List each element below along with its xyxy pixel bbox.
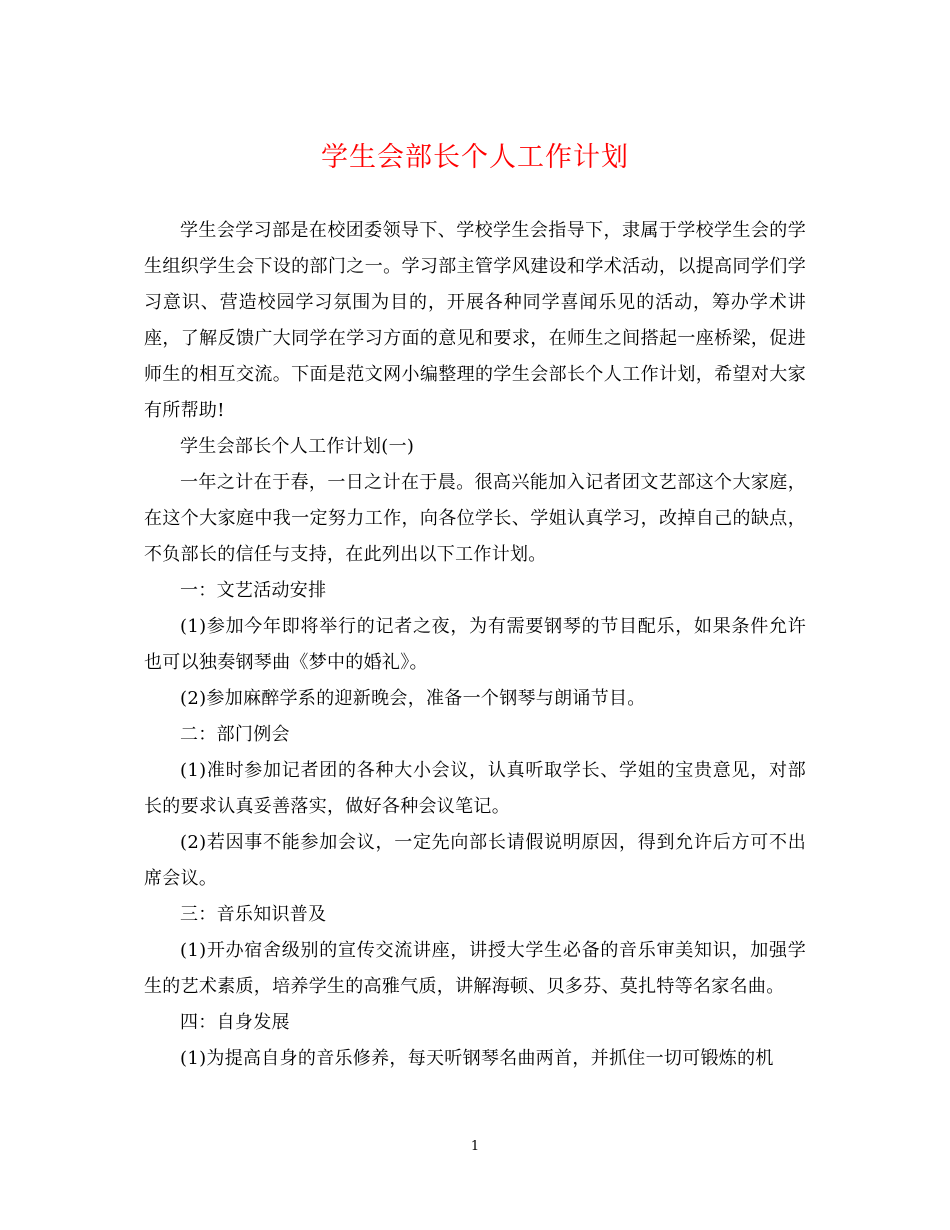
paragraph-intro: 学生会学习部是在校团委领导下、学校学生会指导下，隶属于学校学生会的学生组织学生会下设的部门之一。学习部主管学风建设和学术活动，以提高同学们学习意识、营造校园学习氛围为目的，开展各种同学喜闻乐见的活动，筹办学术讲座，了解反馈广大同学在学习方面的意见和要求，在师生之间搭起一座桥梁，促进师生的相互交流。下面是范文网小编整理的学生会部长个人工作计划，希望对大家有所帮助! [144,220,806,421]
paragraph-item: (1)为提高自身的音乐修养，每天听钢琴名曲两首，并抓住一切可锻炼的机 [180,1048,774,1069]
section-heading-meetings: 二：部门例会 [180,724,290,745]
paragraph-item: (1)准时参加记者团的各种大小会议，认真听取学长、学姐的宝贵意见，对部长的要求认真妥善落实，做好各种会议笔记。 [144,760,806,817]
paragraph-item: (2)若因事不能参加会议，一定先向部长请假说明原因，得到允许后方可不出席会议。 [144,832,806,889]
section-heading-music: 三：音乐知识普及 [180,904,327,925]
section-heading-development: 四：自身发展 [180,1012,290,1033]
document-body [144,213,806,1077]
document-title: 学生会部长个人工作计划 [321,142,629,173]
section-heading-arts: 一：文艺活动安排 [180,580,327,601]
paragraph-item: (1)参加今年即将举行的记者之夜，为有需要钢琴的节目配乐，如果条件允许也可以独奏钢琴曲《梦中的婚礼》。 [144,616,806,673]
paragraph-item: (2)参加麻醉学系的迎新晚会，准备一个钢琴与朗诵节目。 [180,688,646,709]
paragraph-opening: 一年之计在于春，一日之计在于晨。很高兴能加入记者团文艺部这个大家庭，在这个大家庭中我一定努力工作，向各位学长、学姐认真学习，改掉自己的缺点，不负部长的信任与支持，在此列出以下工作计划。 [144,472,806,565]
page-number: 1 [470,1139,480,1154]
paragraph-item: (1)开办宿舍级别的宣传交流讲座，讲授大学生必备的音乐审美知识，加强学生的艺术素质，培养学生的高雅气质，讲解海顿、贝多芬、莫扎特等名家名曲。 [144,940,806,997]
paragraph-plan-heading: 学生会部长个人工作计划(一) [180,436,415,457]
